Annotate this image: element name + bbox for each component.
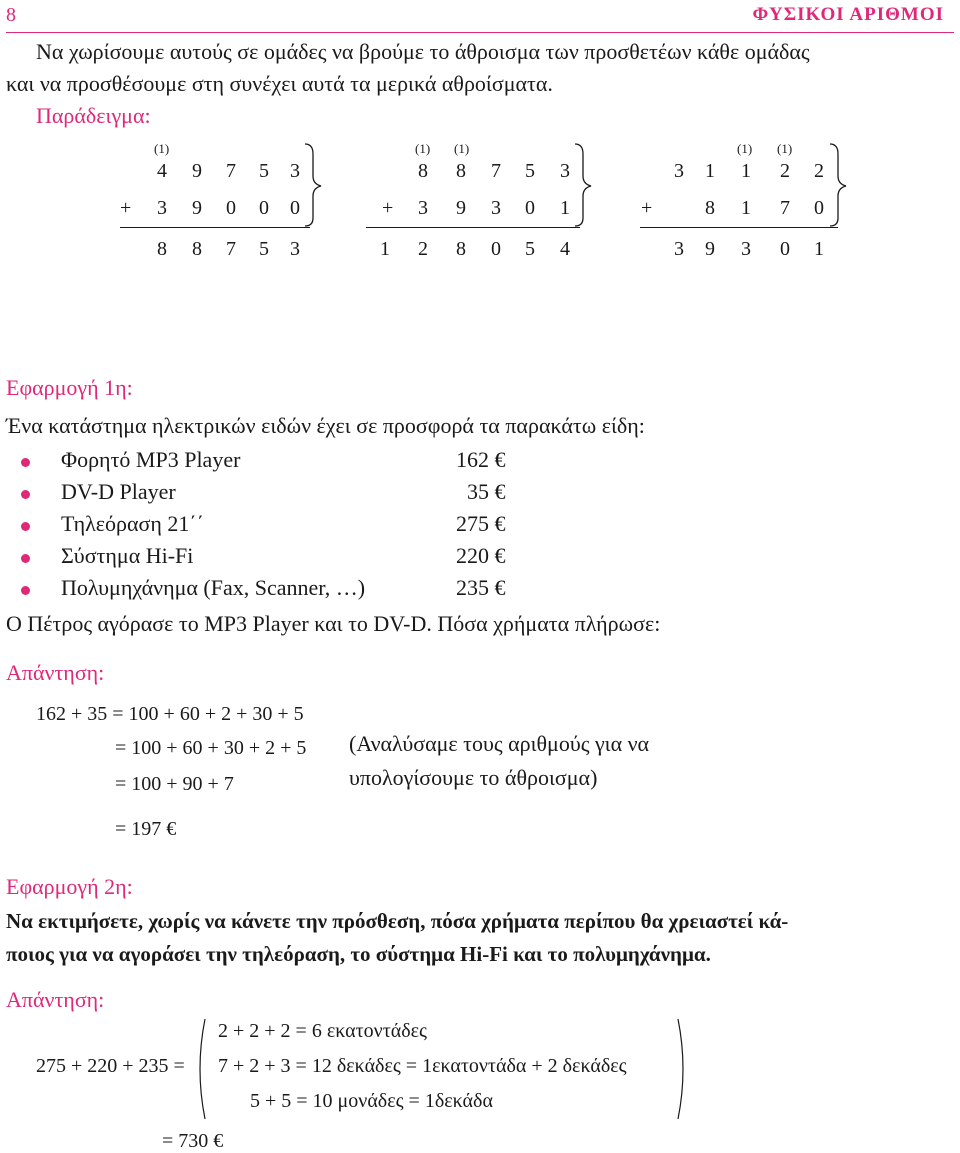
sum-line [366,227,580,228]
header-rule [6,32,954,33]
digit: 8 [456,160,466,182]
sum-line [120,227,310,228]
digit: 4 [157,160,167,182]
plus-sign: + [641,197,653,219]
digit: 1 [380,238,390,260]
plus-sign: + [382,197,394,219]
digit: 3 [674,160,684,182]
digit: 8 [192,238,202,260]
digit: 0 [780,238,790,260]
example-heading: Παράδειγμα: [36,103,151,128]
digit: 1 [560,197,570,219]
left-paren [193,1017,207,1121]
item-price: 35 € [467,479,506,504]
digit: 0 [290,197,300,219]
digit: 8 [157,238,167,260]
digit: 5 [525,238,535,260]
digit: 5 [259,160,269,182]
estimate-row-1: 2 + 2 + 2 = 6 εκατοντάδες [218,1020,427,1042]
bullet-icon [21,490,30,499]
item-name: Τηλεόραση 21΄΄ [61,511,205,536]
app2-question-line-2: ποιος για να αγοράσει την τηλεόραση, το σύστημα Hi-Fi και το πολυμηχάνημα. [6,942,711,966]
item-name: Φορητό MP3 Player [61,447,241,472]
digit: 9 [192,160,202,182]
digit: 0 [525,197,535,219]
equation-line-3: = 100 + 90 + 7 [115,773,234,795]
app2-question-line-1: Να εκτιμήσετε, χωρίς να κάνετε την πρόσθεση, πόσα χρήματα περίπου θα χρειαστεί κά- [6,909,789,933]
app2-heading: Εφαρμογή 2η: [6,874,133,899]
group-brace [573,142,593,228]
equation-line-2: = 100 + 60 + 30 + 2 + 5 [115,737,307,759]
digit: 8 [418,160,428,182]
item-name: Πολυμηχάνημα (Fax, Scanner, …) [61,575,366,600]
group-brace [303,142,323,228]
digit: 0 [814,197,824,219]
note-line-1: (Αναλύσαμε τους αριθμούς για να [349,731,650,756]
app1-final-question: Ο Πέτρος αγόρασε το MP3 Player και το DV-D. Πόσα χρήματα πλήρωσε: [6,611,661,636]
chapter-title: ΦΥΣΙΚΟΙ ΑΡΙΘΜΟΙ [752,4,944,25]
digit: 5 [259,238,269,260]
digit: 1 [741,197,751,219]
intro-line-2: και να προσθέσουμε στη συνέχει αυτά τα μερικά αθροίσματα. [6,71,553,96]
app1-heading: Εφαρμογή 1η: [6,375,133,400]
note-line-2: υπολογίσουμε το άθροισμα) [349,765,598,790]
digit: 7 [491,160,501,182]
bullet-icon [21,554,30,563]
digit: 1 [705,160,715,182]
sum-lhs: 275 + 220 + 235 = [36,1055,185,1077]
digit: 2 [780,160,790,182]
digit: 5 [525,160,535,182]
digit: 0 [491,238,501,260]
carry-mark: (1) [777,141,793,156]
digit: 1 [814,238,824,260]
digit: 3 [290,160,300,182]
equation-line-1: 162 + 35 = 100 + 60 + 2 + 30 + 5 [36,703,304,725]
equation-result: = 197 € [115,818,177,840]
digit: 3 [674,238,684,260]
digit: 0 [259,197,269,219]
intro-line-1: Να χωρίσουμε αυτούς σε ομάδες να βρούμε το άθροισμα των προσθετέων κάθε ομάδας [36,39,810,64]
estimate-row-2: 7 + 2 + 3 = 12 δεκάδες = 1εκατοντάδα + 2 δεκάδες [218,1055,627,1077]
item-name: Σύστημα Hi-Fi [61,543,194,568]
app2-answer-heading: Απάντηση: [6,987,105,1012]
bullet-icon [21,522,30,531]
digit: 2 [418,238,428,260]
digit: 7 [226,238,236,260]
digit: 8 [456,238,466,260]
digit: 4 [560,238,570,260]
app1-question: Ένα κατάστημα ηλεκτρικών ειδών έχει σε προσφορά τα παρακάτω είδη: [6,413,645,438]
sum-line [640,227,838,228]
carry-mark: (1) [737,141,753,156]
digit: 3 [491,197,501,219]
digit: 9 [456,197,466,219]
digit: 9 [192,197,202,219]
digit: 3 [418,197,428,219]
digit: 3 [290,238,300,260]
digit: 7 [226,160,236,182]
carry-mark: (1) [415,141,431,156]
estimate-row-3: 5 + 5 = 10 μονάδες = 1δεκάδα [250,1090,493,1112]
right-paren [676,1017,690,1121]
plus-sign: + [120,197,132,219]
digit: 0 [226,197,236,219]
app1-answer-heading: Απάντηση: [6,660,105,685]
item-price: 162 € [456,447,506,472]
digit: 3 [560,160,570,182]
carry-mark: (1) [454,141,470,156]
digit: 9 [705,238,715,260]
item-name: DV-D Player [61,479,176,504]
digit: 3 [741,238,751,260]
estimate-result: = 730 € [162,1130,224,1152]
group-brace [828,142,848,228]
digit: 3 [157,197,167,219]
bullet-icon [21,458,30,467]
digit: 7 [780,197,790,219]
digit: 1 [741,160,751,182]
item-price: 275 € [456,511,506,536]
digit: 2 [814,160,824,182]
item-price: 235 € [456,575,506,600]
item-price: 220 € [456,543,506,568]
page-number: 8 [6,4,16,26]
digit: 8 [705,197,715,219]
bullet-icon [21,586,30,595]
carry-mark: (1) [154,141,170,156]
